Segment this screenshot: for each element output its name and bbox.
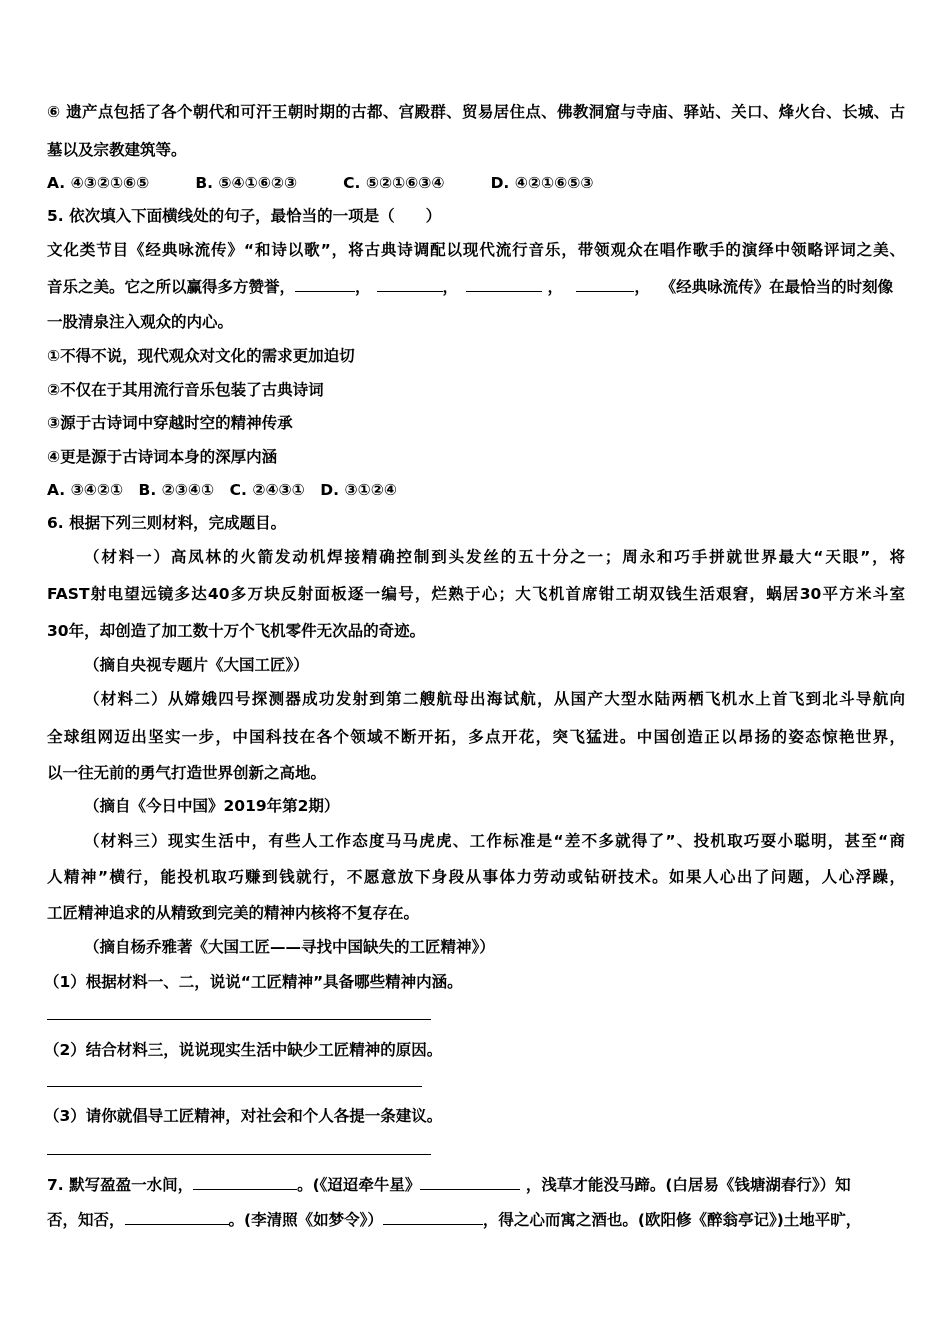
- blank-8: [383, 1209, 483, 1225]
- q5-stem: 5. 依次填入下面横线处的句子，最恰当的一项是（ ）: [47, 207, 442, 225]
- q6-m1-line1: （材料一）高凤林的火箭发动机焊接精确控制到头发丝的五十分之一；周永和巧手拼就世界最大“天眼”，将: [84, 548, 905, 566]
- q6-m3-line3: 工匠精神追求的从精致到完美的精神内核将不复存在。: [47, 904, 420, 922]
- q7-l1-b: 。(《迢迢牵牛星》: [297, 1176, 421, 1194]
- answer-line-3[interactable]: [47, 1154, 431, 1155]
- q7-line2: [47, 1209, 861, 1230]
- blank-2: [377, 276, 443, 292]
- q7-l2-a: 否，知否，: [47, 1211, 125, 1229]
- q6-m3-source: （摘自杨乔雅著《大国工匠——寻找中国缺失的工匠精神》）: [84, 938, 495, 956]
- q5-item-1: ①不得不说，现代观众对文化的需求更加迫切: [47, 347, 355, 365]
- q6-sub2: （2）结合材料三，说说现实生活中缺少工匠精神的原因。: [44, 1041, 443, 1059]
- q4-option-a: A. ④③②①⑥⑤: [47, 174, 150, 192]
- q5-para-line2-end: 《经典咏流传》在最恰当的时刻像: [660, 278, 894, 296]
- blank-1: [295, 276, 355, 292]
- q6-m1-source: （摘自央视专题片《大国工匠》）: [84, 656, 309, 674]
- q6-m2-line2: 全球组网迈出坚实一步，中国科技在各个领域不断开拓，多点开花，突飞猛进。中国创造正以昂扬的姿态惊艳世界，: [47, 728, 905, 746]
- q5-para-line1: 文化类节目《经典咏流传》“和诗以歌”，将古典诗调配以现代流行音乐，带领观众在唱作歌手的演绎中领略评词之美、: [47, 241, 905, 259]
- blank-3: [466, 276, 542, 292]
- q7-l2-c: ，得之心而寓之酒也。(欧阳修《醉翁亭记》)土地平旷，: [482, 1211, 862, 1229]
- q6-sub1: （1）根据材料一、二，说说“工匠精神”具备哪些精神内涵。: [44, 973, 463, 991]
- answer-line-1[interactable]: [47, 1019, 431, 1020]
- q7-l1-a: 7. 默写盈盈一水间，: [47, 1176, 194, 1194]
- q6-m2-line3: 以一往无前的勇气打造世界创新之高地。: [47, 764, 327, 782]
- answer-line-2[interactable]: [47, 1086, 422, 1087]
- q6-sub3: （3）请你就倡导工匠精神，对社会和个人各提一条建议。: [44, 1107, 443, 1125]
- blank-5: [193, 1174, 297, 1190]
- q7-l2-b: 。(李清照《如梦令》）: [228, 1211, 383, 1229]
- q5-para-line3: 一股清泉注入观众的内心。: [47, 313, 234, 331]
- q6-m2-source: （摘自《今日中国》2019年第2期）: [84, 797, 340, 815]
- q4-item6-line1: ⑥ 遗产点包括了各个朝代和可汗王朝时期的古都、宫殿群、贸易居住点、佛教洞窟与寺庙、驿站、关口、烽火台、长城、古: [47, 103, 905, 121]
- blank-6: [420, 1174, 520, 1190]
- q5-item-3: ③源于古诗词中穿越时空的精神传承: [47, 414, 293, 432]
- q6-m3-line2: 人精神”横行，能投机取巧赚到钱就行，不愿意放下身段从事体力劳动或钻研技术。如果人心出了问题，人心浮躁，: [47, 868, 905, 886]
- q5-options: A. ③④②① B. ②③④① C. ②④③① D. ③①②④: [47, 481, 397, 499]
- q4-options: [47, 173, 639, 193]
- blank-4: [576, 276, 634, 292]
- q4-option-b: B. ⑤④①⑥②③: [195, 174, 298, 192]
- q6-stem: 6. 根据下列三则材料，完成题目。: [47, 514, 287, 532]
- q5-item-4: ④更是源于古诗词本身的深厚内涵: [47, 448, 278, 466]
- q5-item-2: ②不仅在于其用流行音乐包装了古典诗词: [47, 381, 324, 399]
- q6-m3-line1: （材料三）现实生活中，有些人工作态度马马虎虎、工作标准是“差不多就得了”、投机取巧耍小聪明，甚至“商: [84, 832, 905, 850]
- q4-option-d: D. ④②①⑥⑤③: [490, 174, 594, 192]
- q7-l1-c: ，浅草才能没马蹄。(白居易《钱塘湖春行》）知: [525, 1176, 851, 1194]
- q6-m2-line1: （材料二）从嫦娥四号探测器成功发射到第二艘航母出海试航，从国产大型水陆两栖飞机水上首飞到北斗导航向: [84, 690, 905, 708]
- q4-option-c: C. ⑤②①⑥③④: [343, 174, 445, 192]
- q7-line1: [47, 1174, 851, 1195]
- q5-para-line2-start: 音乐之美。它之所以赢得多方赞誉，: [47, 278, 296, 296]
- q4-item6-line2: 墓以及宗教建筑等。: [47, 141, 187, 159]
- q5-para-line2: 音乐之美。它之所以赢得多方赞誉， ， ， ， ， 《经典咏流传》在最恰当的时刻像: [47, 278, 894, 296]
- q6-m1-line2: FAST射电望远镜多达40多万块反射面板逐一编号，烂熟于心；大飞机首席钳工胡双钱生活艰窘，蜗居30平方米斗室: [47, 585, 905, 603]
- q6-m1-line3: 30年，却创造了加工数十万个飞机零件无次品的奇迹。: [47, 622, 426, 640]
- blank-7: [125, 1209, 229, 1225]
